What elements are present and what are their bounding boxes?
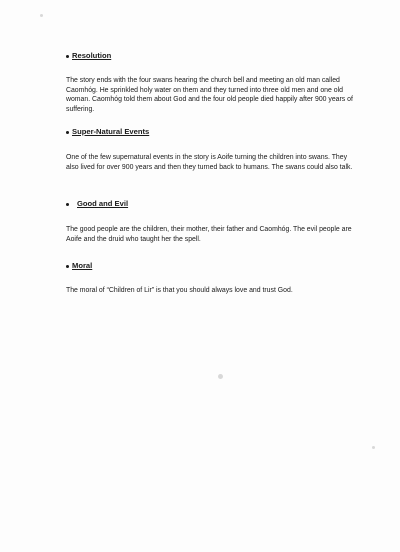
- section-heading: [66, 51, 356, 61]
- heading-text: Super-Natural Events: [72, 127, 150, 136]
- heading-text: Moral: [72, 261, 93, 270]
- section-paragraph: One of the few supernatural events in the story is Aoife turning the children into swans. They also lived for over 900 years and then they turned back to humans. The swans could also talk.: [66, 154, 353, 171]
- paper-speck: [40, 14, 43, 17]
- section-paragraph: The moral of “Children of Lir” is that you should always love and trust God.: [66, 287, 293, 294]
- paper-speck: [218, 374, 223, 379]
- bullet-icon: [66, 131, 69, 134]
- section-paragraph: The good people are the children, their mother, their father and Caomhóg. The evil people are Aoife and the druid who taught her the spell.: [66, 226, 352, 243]
- bullet-icon: [66, 203, 69, 206]
- paper-speck: [372, 446, 375, 449]
- section-resolution: [66, 51, 356, 114]
- section-paragraph: The story ends with the four swans hearing the church bell and meeting an old man called Caomhóg. He sprinkled holy water on them and they turned into three old men and one old woman. Caomhóg told them about God and the four old people died happily after 900 years of suffering.: [66, 77, 353, 113]
- heading-text: Good and Evil: [77, 199, 129, 208]
- heading-text: Resolution: [72, 51, 112, 60]
- section-good-and-evil: [66, 199, 356, 244]
- bullet-icon: [66, 55, 69, 58]
- section-heading: [66, 199, 356, 209]
- bullet-icon: [66, 265, 69, 268]
- section-heading: [66, 127, 356, 137]
- section-heading: [66, 261, 356, 271]
- section-supernatural-events: [66, 127, 356, 172]
- section-moral: [66, 261, 356, 296]
